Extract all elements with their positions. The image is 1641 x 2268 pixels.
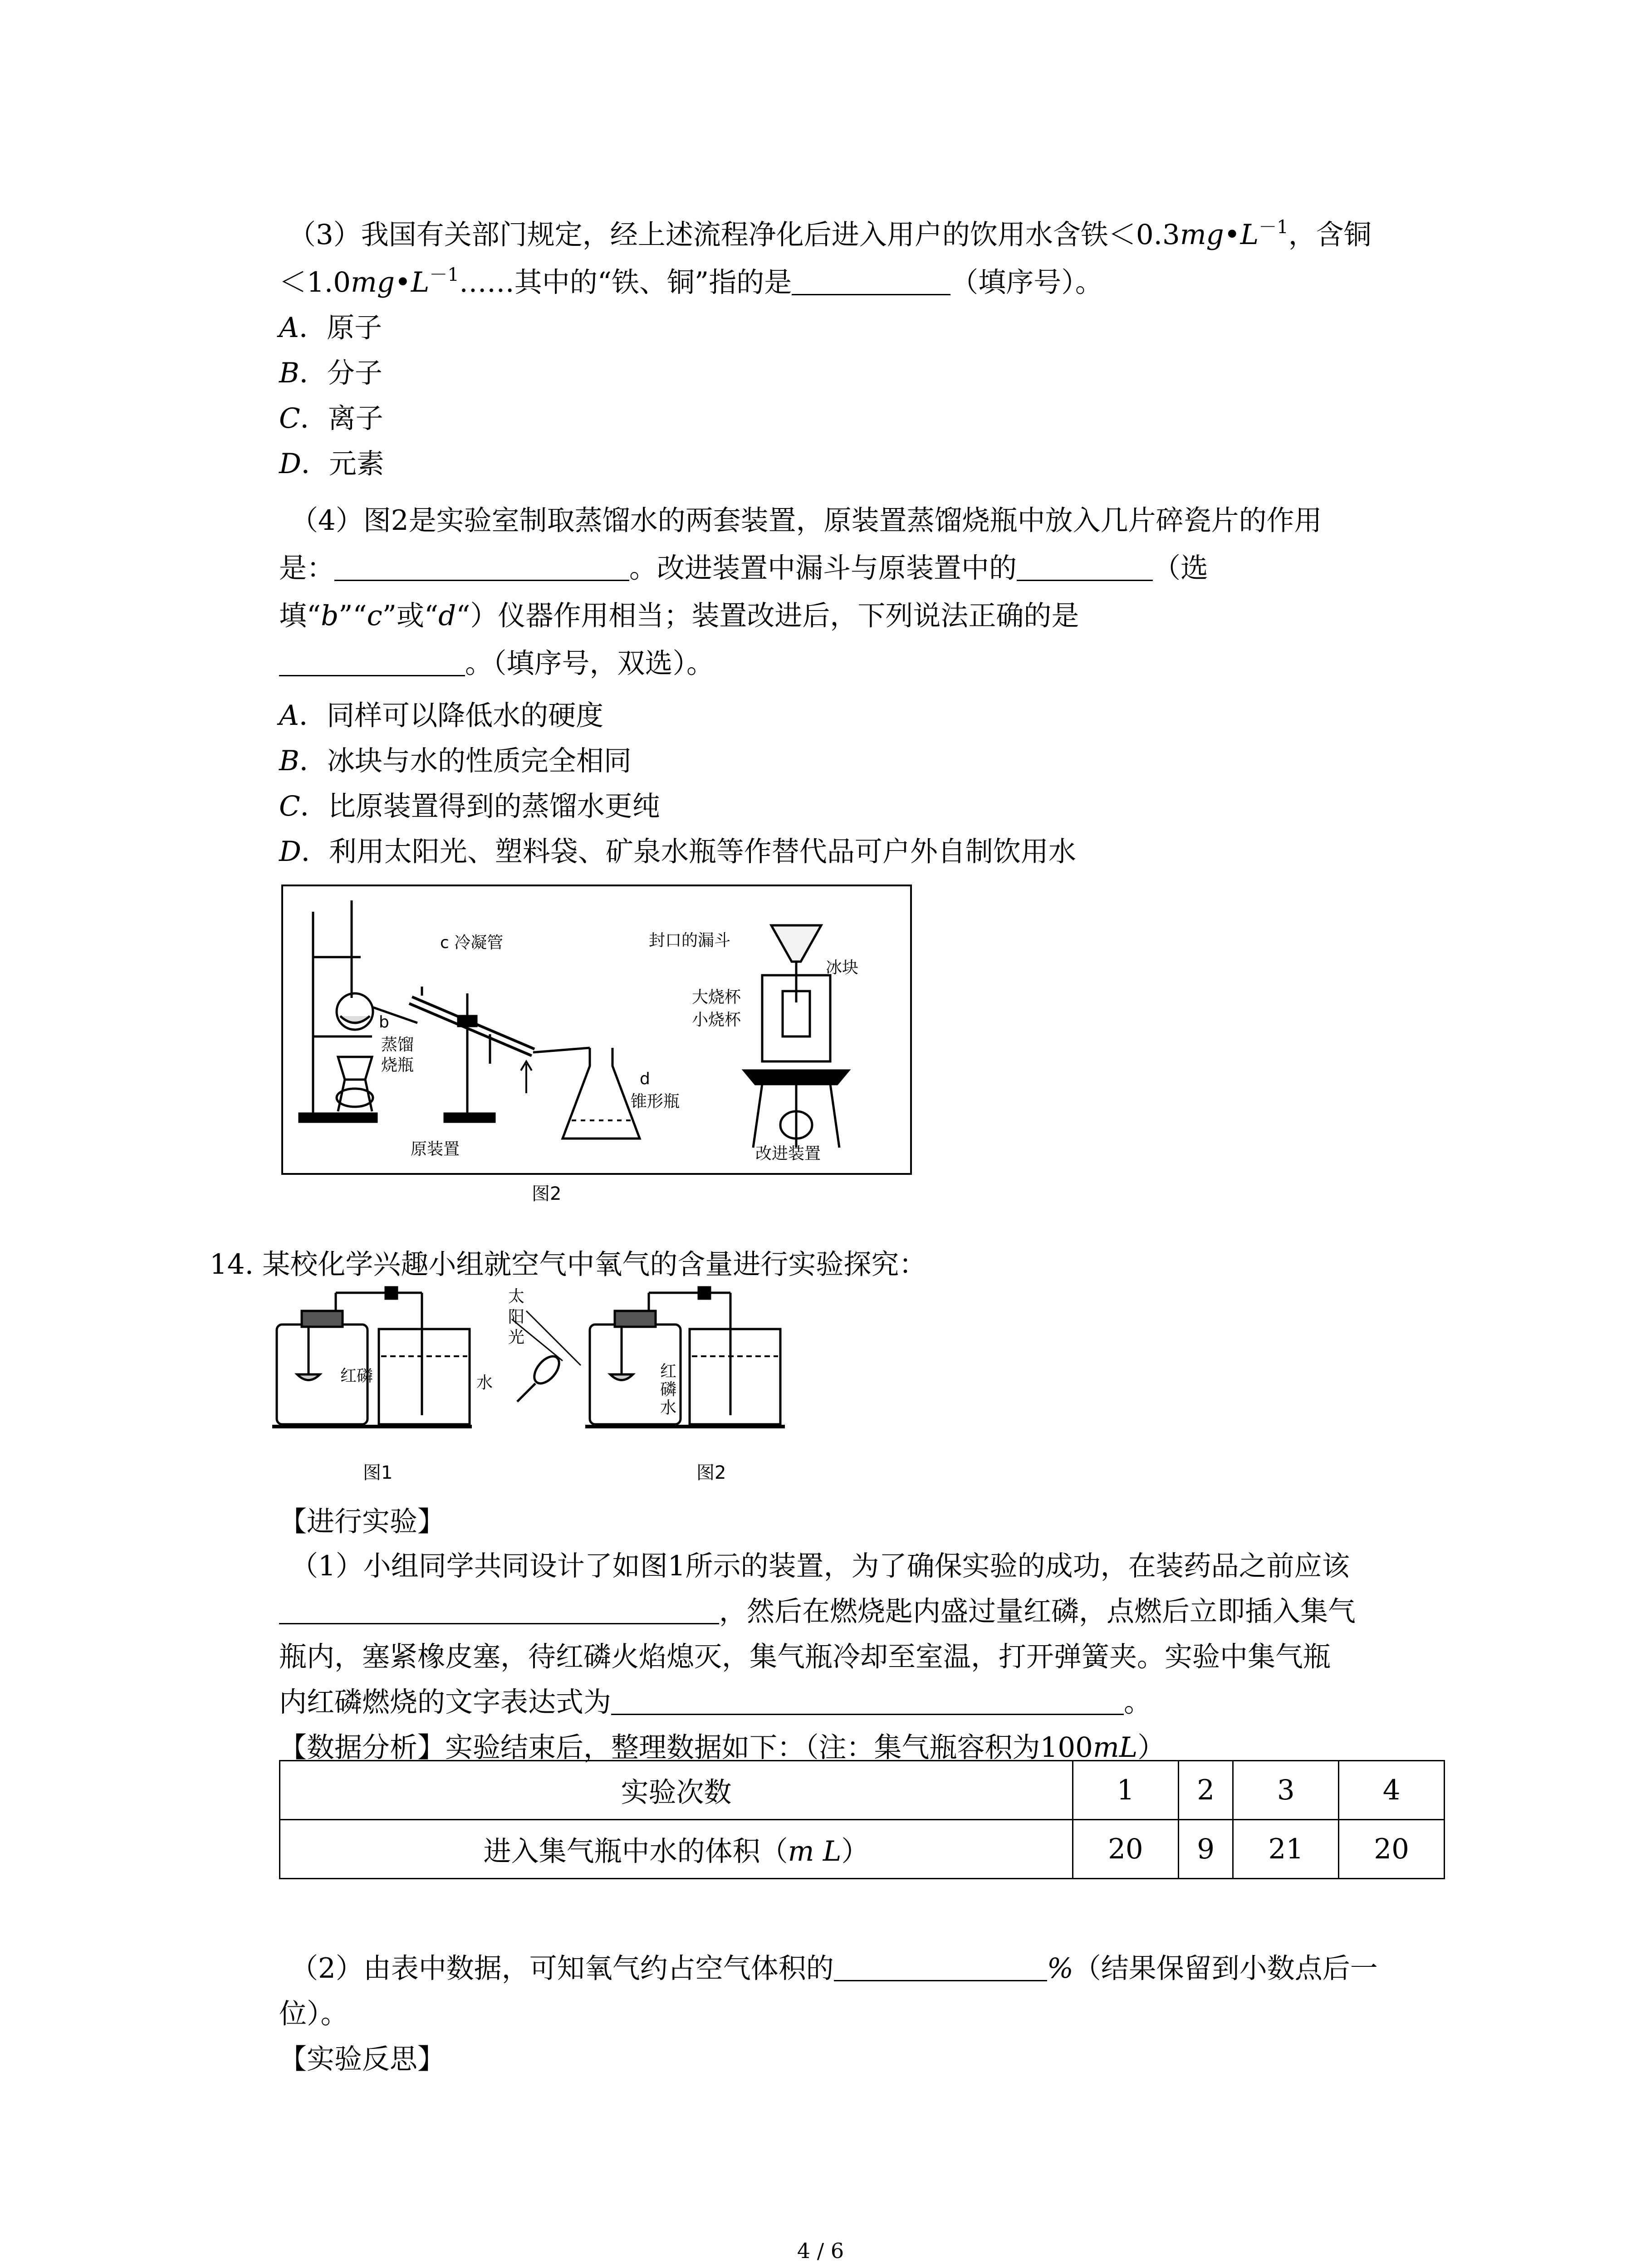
unit-sup: －1: [429, 264, 459, 285]
table-cell: 1: [1073, 1761, 1179, 1820]
q14-text: ，然后在燃烧匙内盛过量红磷，点燃后立即插入集气: [719, 1595, 1356, 1628]
option-letter: C: [279, 790, 300, 822]
option-text: ．冰块与水的性质完全相同: [299, 745, 632, 777]
q4-option-b: [279, 743, 632, 779]
q4-option-a: [279, 698, 603, 734]
option-letter: B: [279, 745, 299, 777]
label-conical-flask: 锥形瓶: [631, 1092, 680, 1111]
q4-option-d: [279, 834, 1076, 870]
table-cell: 9: [1178, 1820, 1233, 1879]
fig2-red-label-2: 磷: [660, 1380, 677, 1399]
q14-text: （结果保留到小数点后一: [1073, 1952, 1378, 1984]
label-small-beaker: 小烧杯: [692, 1011, 741, 1029]
fig2-water-label: 水: [660, 1398, 677, 1417]
q14-p1-line3: 瓶内，塞紧橡皮塞，待红磷火焰熄灭，集气瓶冷却至室温，打开弹簧夹。实验中集气瓶: [279, 1641, 1331, 1673]
q4-text: （选: [1153, 552, 1209, 584]
unit-ml: m L: [788, 1835, 842, 1867]
q14-p1-line4: [279, 1684, 1151, 1721]
letter-c: c: [367, 600, 382, 632]
label-c-condenser: c 冷凝管: [440, 934, 504, 952]
caption-improved: 改进装置: [755, 1144, 821, 1163]
unit-sup: －1: [1259, 217, 1288, 238]
table-cell: 3: [1233, 1761, 1339, 1820]
q14-text: 。: [1124, 1686, 1152, 1718]
label-d: d: [640, 1070, 650, 1088]
q14-p2-line2: 位）。: [279, 1998, 348, 2030]
caption-original: 原装置: [411, 1140, 460, 1158]
answer-blank-q4-purpose[interactable]: [334, 552, 629, 581]
q14-p2-line1: [290, 1950, 1378, 1987]
q14-intro: [210, 1246, 926, 1283]
q4-text: 。改进装置中漏斗与原装置中的: [629, 552, 1017, 584]
section-reflection: 【实验反思】: [279, 2043, 446, 2075]
option-letter: A: [279, 312, 299, 344]
option-text: ．比原装置得到的蒸馏水更纯: [300, 790, 660, 822]
q4-text: 。（填序号，双选）。: [465, 647, 715, 679]
q14-p1-line2: [279, 1593, 1356, 1630]
section-conduct-experiment: 【进行实验】: [279, 1505, 446, 1538]
label-b: b: [379, 1013, 389, 1031]
option-letter: B: [279, 357, 299, 389]
q4-option-c: [279, 788, 660, 825]
table-header-volume: [280, 1820, 1073, 1879]
option-letter: A: [279, 699, 299, 732]
figure2-caption: 图2: [532, 1183, 562, 1204]
unit-dot: •: [1224, 219, 1240, 251]
table-cell: 4: [1339, 1761, 1445, 1820]
option-text: ．分子: [299, 357, 382, 389]
fig1-water-label: 水: [476, 1374, 493, 1392]
table-cell: 20: [1339, 1820, 1445, 1879]
sun-label-3: 光: [508, 1328, 525, 1347]
q14-text: 【数据分析】实验结束后，整理数据如下：（注：集气瓶容积为100: [279, 1731, 1093, 1764]
unit-mg: mg: [1180, 219, 1224, 251]
unit-L: L: [411, 266, 430, 298]
option-letter: D: [279, 448, 301, 480]
option-text: ．利用太阳光、塑料袋、矿泉水瓶等作替代品可户外自制饮用水: [301, 836, 1076, 868]
q4-line3: [279, 598, 1079, 634]
q3-option-b: [279, 355, 382, 391]
fig1-red-phosphorus-label: 红磷: [340, 1367, 373, 1385]
q3-option-a: [279, 310, 382, 346]
q14-figure1-caption: 图1: [363, 1462, 393, 1483]
q14-text: 内红磷燃烧的文字表达式为: [279, 1686, 612, 1718]
option-text: ．原子: [299, 312, 382, 344]
percent-sign: %: [1047, 1952, 1073, 1984]
distillation-figure: [281, 885, 912, 1175]
table-cell: 20: [1073, 1820, 1179, 1879]
question-number: 14.: [210, 1248, 254, 1281]
answer-blank-q14-expression[interactable]: [611, 1686, 1124, 1715]
q4-line4: [279, 645, 714, 682]
q4-text: ”或“: [382, 600, 439, 632]
table-row: [280, 1820, 1445, 1879]
unit-mg: mg: [351, 266, 395, 298]
q3-text: ……其中的“铁、铜”指的是: [459, 266, 792, 298]
table-cell: 21: [1233, 1820, 1339, 1879]
q3-text-end: （填序号）。: [950, 266, 1103, 298]
sun-label-1: 太: [508, 1287, 525, 1306]
unit-L: L: [1240, 219, 1259, 251]
volume-label-end: ）: [841, 1835, 869, 1867]
q3-option-d: [279, 446, 384, 482]
option-text: ．离子: [300, 402, 383, 435]
q14-figure2-caption: 图2: [696, 1462, 726, 1483]
answer-blank-q4-instrument[interactable]: [1017, 552, 1153, 581]
table-cell: 2: [1178, 1761, 1233, 1820]
label-flask-1: 蒸馏: [381, 1036, 414, 1054]
answer-blank-q3[interactable]: [792, 266, 950, 295]
oxygen-experiment-figure: [272, 1284, 835, 1442]
data-table: [279, 1760, 1445, 1879]
q4-line2: [279, 550, 1208, 587]
option-text: ．元素: [301, 448, 384, 480]
fig2-red-label-1: 红: [660, 1362, 677, 1381]
volume-label: 进入集气瓶中水的体积（: [483, 1835, 788, 1867]
answer-blank-q14-before[interactable]: [279, 1595, 719, 1624]
option-letter: D: [279, 836, 301, 868]
unit-dot: •: [394, 266, 411, 298]
q3-text: ＜1.0: [279, 266, 351, 298]
page-number: 4 / 6: [797, 2239, 844, 2263]
label-flask-2: 烧瓶: [381, 1056, 414, 1075]
q4-line1: （4）图2是实验室制取蒸馏水的两套装置，原装置蒸馏烧瓶中放入几片碎瓷片的作用: [290, 504, 1322, 537]
q3-text: （3）我国有关部门规定，经上述流程净化后进入用户的饮用水含铁＜0.3: [288, 219, 1180, 251]
figure2-apparatus: [513, 1287, 785, 1427]
q4-text: “）仪器作用相当；装置改进后，下列说法正确的是: [456, 600, 1079, 632]
answer-blank-q4-correct[interactable]: [279, 647, 465, 676]
option-letter: C: [279, 402, 300, 435]
q3-line2: [279, 264, 1103, 301]
letter-b: b: [321, 600, 339, 632]
option-text: ．同样可以降低水的硬度: [299, 699, 604, 732]
table-row: [280, 1761, 1445, 1820]
answer-blank-q14-percent[interactable]: [834, 1952, 1047, 1981]
q4-text: ”“: [338, 600, 367, 632]
q3-option-c: [279, 401, 383, 437]
q4-text: 填“: [279, 600, 321, 632]
q14-intro-text: 某校化学兴趣小组就空气中氧气的含量进行实验探究：: [262, 1248, 927, 1281]
table-header-trials: 实验次数: [280, 1761, 1073, 1820]
q3-line1: [288, 217, 1372, 253]
sun-label-2: 阳: [508, 1308, 525, 1326]
unit-ml: mL: [1092, 1731, 1138, 1764]
label-sealed-funnel: 封口的漏斗: [649, 931, 731, 950]
q14-p1-line1: （1）小组同学共同设计了如图1所示的装置，为了确保实验的成功，在装药品之前应该: [290, 1550, 1350, 1582]
letter-d: d: [438, 600, 456, 632]
label-big-beaker: 大烧杯: [692, 988, 741, 1007]
q14-text: （2）由表中数据，可知氧气约占空气体积的: [290, 1952, 834, 1984]
label-ice: 冰块: [826, 958, 859, 977]
q3-text-end: ，含铜: [1288, 219, 1372, 251]
figure1-apparatus: [272, 1287, 472, 1427]
q4-text: 是：: [279, 552, 335, 584]
q14-text: ）: [1137, 1731, 1166, 1764]
